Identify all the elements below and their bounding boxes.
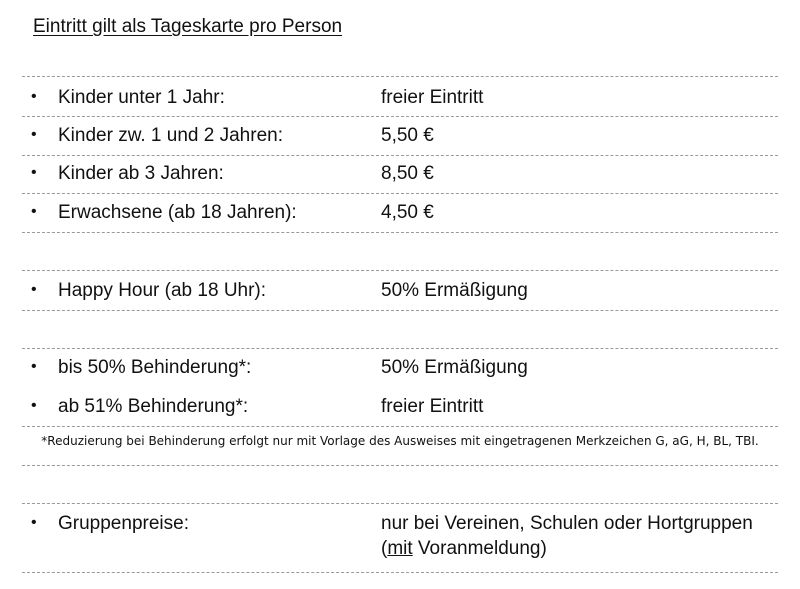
divider — [22, 465, 778, 466]
item-value: 50% Ermäßigung — [381, 357, 528, 378]
bullet-icon: • — [31, 514, 37, 531]
item-label: Erwachsene (ab 18 Jahren): — [58, 202, 297, 223]
item-value: freier Eintritt — [381, 396, 484, 417]
divider — [22, 76, 778, 77]
divider — [22, 503, 778, 504]
list-item — [0, 357, 800, 385]
item-label: Kinder zw. 1 und 2 Jahren: — [58, 125, 283, 146]
bullet-icon: • — [31, 358, 37, 375]
list-item — [0, 513, 800, 541]
underlined-word: mit — [387, 538, 413, 559]
bullet-icon: • — [31, 397, 37, 414]
item-value: freier Eintritt — [381, 87, 484, 108]
divider — [22, 348, 778, 349]
list-item — [0, 202, 800, 230]
bullet-icon: • — [31, 164, 37, 181]
divider — [22, 116, 778, 117]
item-value: 8,50 € — [381, 163, 434, 184]
list-item — [0, 163, 800, 191]
page-title: Eintritt gilt als Tageskarte pro Person — [33, 16, 343, 37]
list-item-continuation — [0, 538, 800, 566]
list-item — [0, 87, 800, 115]
divider — [22, 270, 778, 271]
divider — [22, 232, 778, 233]
divider — [22, 426, 778, 427]
bullet-icon: • — [31, 203, 37, 220]
item-value: 5,50 € — [381, 125, 434, 146]
item-value-line2: (mit Voranmeldung) — [381, 538, 547, 559]
list-item — [0, 125, 800, 153]
item-label: Kinder unter 1 Jahr: — [58, 87, 225, 108]
list-item — [0, 280, 800, 308]
bullet-icon: • — [31, 281, 37, 298]
item-label: Kinder ab 3 Jahren: — [58, 163, 224, 184]
divider — [22, 155, 778, 156]
divider — [22, 310, 778, 311]
item-value: nur bei Vereinen, Schulen oder Hortgruppen — [381, 513, 753, 534]
divider — [22, 572, 778, 573]
item-label: bis 50% Behinderung*: — [58, 357, 252, 378]
divider — [22, 193, 778, 194]
item-label: Happy Hour (ab 18 Uhr): — [58, 280, 267, 301]
list-item — [0, 396, 800, 424]
item-value: 4,50 € — [381, 202, 434, 223]
bullet-icon: • — [31, 88, 37, 105]
footnote: *Reduzierung bei Behinderung erfolgt nur mit Vorlage des Ausweises mit eingetragenen Merkzeichen G, aG, H, BL, TBI. — [41, 434, 759, 448]
item-label: ab 51% Behinderung*: — [58, 396, 249, 417]
item-value: 50% Ermäßigung — [381, 280, 528, 301]
item-label: Gruppenpreise: — [58, 513, 189, 534]
bullet-icon: • — [31, 126, 37, 143]
